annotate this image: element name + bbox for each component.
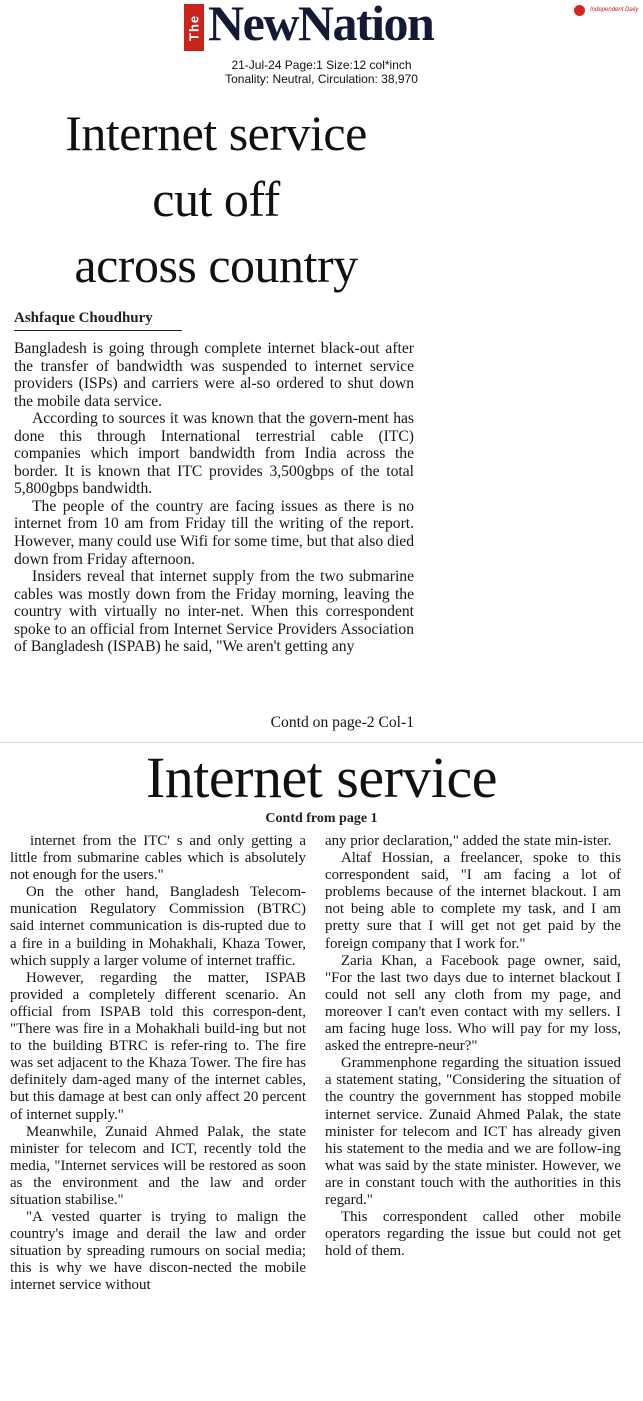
continuation-right-column — [325, 833, 621, 1260]
continuation-headline: Internet service — [145, 745, 498, 810]
logo-tagline: Independent Daily — [590, 7, 639, 13]
headline-line: across country — [74, 237, 358, 293]
paragraph: Altaf Hossian, a freelancer, spoke to this correspondent said, "I am facing a lot of problems because of the internet blackout. I am not being able to complete my task, and I am pretty sure that I will get not get paid by the foreign company that I work for." — [325, 850, 621, 952]
clip-stats: Tonality: Neutral, Circulation: 38,970 — [225, 72, 418, 86]
logo-prefix: The — [184, 4, 204, 51]
logo-name: NewNation — [208, 0, 434, 51]
paragraph: Meanwhile, Zunaid Ahmed Palak, the state minister for telecom and ICT, recently told the media, "Internet services will be restored as soon as the environment and the law and order situation stabilise." — [10, 1123, 306, 1208]
byline: Ashfaque Choudhury — [14, 310, 153, 326]
continued-note: Contd on page-2 Col-1 — [270, 714, 414, 731]
paragraph: internet from the ITC' s and only getting a little from submarine cables which is absolutely not enough for the users." — [10, 833, 306, 884]
paragraph: However, regarding the matter, ISPAB provided a completely different scenario. An official from ISPAB told this correspon-dent, "There was fire in a Mohakhali build-ing but not to the building BTRC is refer-ring to. The fire was set adjacent to the Khaza Tower. The fire has definitely dam-aged many of the internet cables, but this damage at best can only affect 20 percent of internet supply." — [10, 969, 306, 1123]
continuation-left-column — [10, 833, 306, 1295]
paragraph: any prior declaration," added the state min-ister. — [325, 833, 612, 849]
paragraph: Grammenphone regarding the situation issued a statement stating, "Considering the situation of the country the government has stopped mobile internet service. Zunaid Ahmed Palak, the state minister for telecom and ICT has already given his statement to the media and we are follow-ing what was said by the state minister. However, we are in constant touch with the authorities in this regard." — [325, 1055, 621, 1208]
byline-underline — [14, 330, 182, 331]
paragraph: On the other hand, Bangladesh Telecom-munication Regulatory Commission (BTRC) said internet communication is dis-rupted due to a fire in a building in Mohakhali, Khaza Tower, which supply a larger volume of internet traffic. — [10, 884, 306, 969]
paragraph: "A vested quarter is trying to malign the country's image and derail the law and order situation by spreading rumours on social media; this is why we have discon-nected the mobile internet service without — [10, 1209, 306, 1294]
paragraph: Insiders reveal that internet supply from the two submarine cables was mostly down from the Friday morning, leaving the country with virtually no inter-net. When this correspondent spoke to an official from Internet Service Providers Association of Bangladesh (ISPAB) he said, "We aren't getting any — [14, 568, 414, 656]
paragraph: According to sources it was known that the govern-ment has done this through International terrestrial cable (ITC) companies which import bandwidth from India across the border. It is known that ITC provides 3,500gbps of the total 5,800gbps bandwidth. — [14, 410, 414, 498]
clip-info: 21-Jul-24 Page:1 Size:12 col*inch — [231, 58, 412, 72]
masthead — [0, 0, 643, 90]
continuation-subheading: Contd from page 1 — [265, 811, 378, 826]
paragraph: The people of the country are facing issues as there is no internet from 10 am from Friday till the writing of the report. However, many could use Wifi for some time, but that also died down from Friday afternoon. — [14, 497, 414, 568]
headline-line: Internet service — [65, 105, 367, 161]
paragraph: Zaria Khan, a Facebook page owner, said, "For the last two days due to internet blackout I could not sell any cloth from my page, and moreover I can't even contact with my sellers. I am facing huge loss. Who will pay for my loss, asked the entrepre-neur?" — [325, 952, 621, 1055]
paragraph: This correspondent called other mobile operators regarding the issue but could not get hold of them. — [325, 1209, 621, 1260]
headline-line: cut off — [152, 171, 280, 227]
article-headline — [0, 100, 432, 298]
article-body — [14, 340, 414, 656]
paragraph: Bangladesh is going through complete internet black-out after the transfer of bandwidth was suspended to internet service providers (ISPs) and carriers were al-so ordered to shut down the mobile data service. — [14, 340, 414, 410]
logo-dot-icon — [574, 5, 585, 16]
